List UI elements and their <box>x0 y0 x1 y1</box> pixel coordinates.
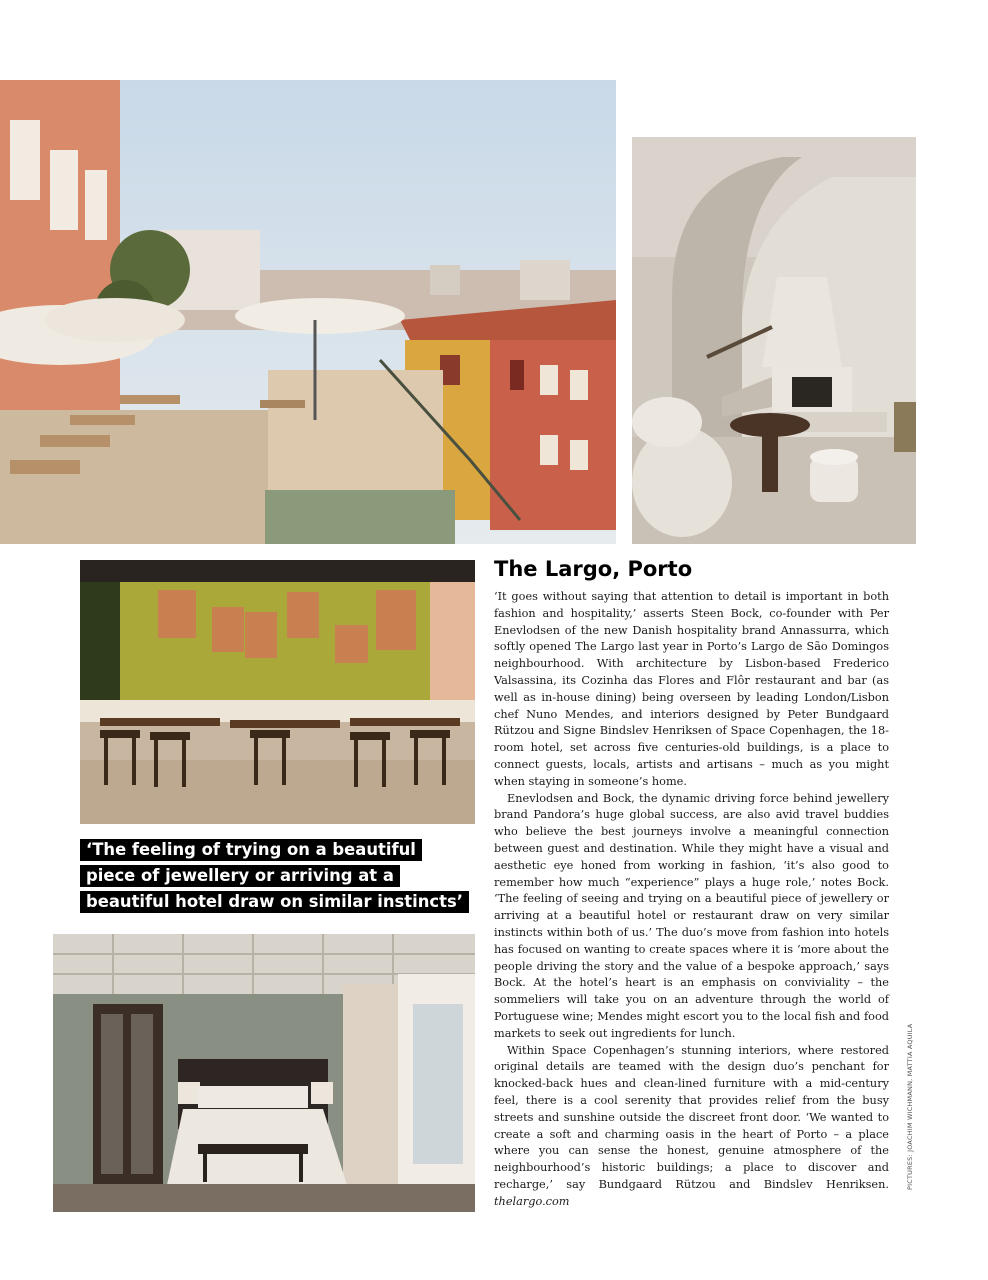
hotel-website-link[interactable]: thelargo.com <box>494 1194 570 1208</box>
lounge-photo <box>632 137 916 544</box>
article-paragraph: Enevlodsen and Bock, the dynamic driving force behind jewellery brand Pandora’s huge global success, are also avid travel buddies who believe the best journeys involve a meaningful connection between guest and destination. While they might have a visual and aesthetic eye honed from working in fashion, ‘it’s also good to remember how much “experience” plays a huge role,’ notes Bock. ‘The feeling of seeing and trying on a beautiful piece of jewellery or arriving at a beautiful hotel or restaurant draw on very similar instincts within both of us.’ The duo’s move from fashion into hotels has focused on wanting to create spaces where it is ‘more about the people driving the story and the value of a bespoke approach,’ says Bock. At the hotel’s heart is an emphasis on conviviality – the sommeliers will take you on an adventure through the world of Portuguese wine; Mendes might escort you to the local fish and food markets to seek out ingredients for lunch. <box>494 791 889 1040</box>
restaurant-photo <box>80 560 475 824</box>
article-paragraph: ‘It goes without saying that attention to detail is important in both fashion and hospitality,’ asserts Steen Bock, co-founder with Per Enevlodsen of the new Danish hospitality brand Annassurra, which softly opened The Largo last year in Porto’s Largo de São Domingos neighbourhood. With architecture by Lisbon-based Frederico Valsassina, its Cozinha das Flores and Flôr restaurant and bar (as well as in-house dining) being overseen by leading London/Lisbon chef Nuno Mendes, and interiors designed by Peter Bundgaard Rützou and Signe Bindslev Henriksen of Space Copenhagen, the 18-room hotel, set across five centuries-old buildings, is a place to connect guests, locals, artists and artisans – much as you might when staying in someone’s home. <box>494 590 889 788</box>
terrace-illustration <box>0 80 616 544</box>
pull-quote <box>80 839 480 917</box>
article-title: The Largo, Porto <box>494 557 693 581</box>
picture-credit: PICTURES: JOACHIM WICHMANN, MATTIA AQUILA <box>906 1023 914 1190</box>
terrace-photo <box>0 80 616 544</box>
bedroom-photo <box>53 934 475 1212</box>
restaurant-illustration <box>80 560 475 824</box>
article-paragraph <box>494 1043 889 1211</box>
pull-quote-line: piece of jewellery or arriving at a <box>80 865 400 887</box>
bedroom-illustration <box>53 934 475 1212</box>
article-paragraph-text: Within Space Copenhagen’s stunning interiors, where restored original details are teamed with the design duo’s penchant for knocked-back hues and clean-lined furniture with a mid-century feel, there is a cool serenity that provides relief from the busy streets and sunshine outside the discreet front door. ‘We wanted to create a soft and charming oasis in the heart of Porto – a place where you can sense the honest, genuine atmosphere of the neighbourhood’s historic buildings; a place to discover and recharge,’ say Bundgaard Rützou and Bindslev Henriksen. <box>494 1043 889 1191</box>
lounge-illustration <box>632 137 916 544</box>
pull-quote-line: beautiful hotel draw on similar instincts’ <box>80 891 469 913</box>
pull-quote-line: ‘The feeling of trying on a beautiful <box>80 839 422 861</box>
article <box>494 555 889 1210</box>
